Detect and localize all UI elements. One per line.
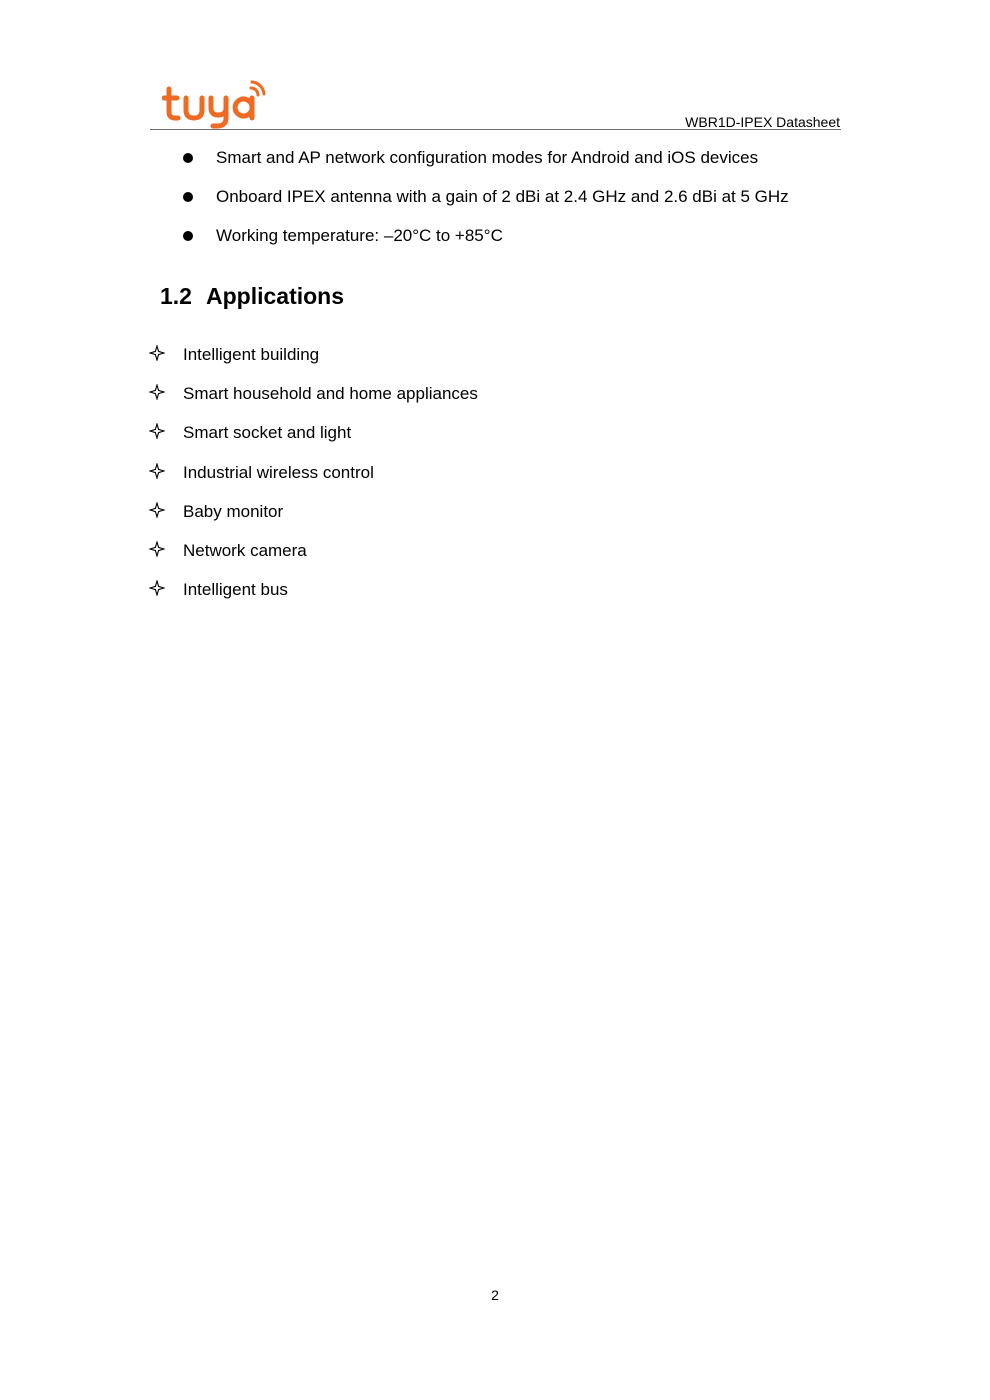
four-point-star-icon bbox=[149, 384, 165, 400]
four-point-star-icon bbox=[149, 423, 165, 439]
four-point-star-icon bbox=[149, 345, 165, 361]
application-text: Smart household and home appliances bbox=[183, 384, 478, 404]
feature-text: Smart and AP network configuration modes for Android and iOS devices bbox=[216, 148, 759, 167]
four-point-star-icon bbox=[149, 502, 165, 518]
tuya-logo bbox=[162, 78, 268, 130]
document-title: WBR1D-IPEX Datasheet bbox=[685, 114, 840, 130]
application-text: Network camera bbox=[183, 540, 307, 560]
application-text: Intelligent bus bbox=[183, 580, 288, 600]
application-text: Industrial wireless control bbox=[183, 462, 374, 482]
application-text: Baby monitor bbox=[183, 501, 284, 521]
application-text: Intelligent building bbox=[183, 345, 320, 364]
header-divider bbox=[150, 129, 841, 130]
four-point-star-icon bbox=[149, 541, 165, 557]
section-title: Applications bbox=[206, 283, 345, 309]
feature-text: Working temperature: –20°C to +85°C bbox=[216, 226, 503, 245]
four-point-star-icon bbox=[149, 580, 165, 596]
section-number: 1.2 bbox=[160, 283, 192, 309]
feature-text: Onboard IPEX antenna with a gain of 2 dBi at 2.4 GHz and 2.6 dBi at 5 GHz bbox=[216, 187, 789, 206]
bullet-icon bbox=[183, 192, 193, 202]
application-text: Smart socket and light bbox=[183, 423, 352, 443]
page-number: 2 bbox=[491, 1287, 499, 1303]
four-point-star-icon bbox=[149, 463, 165, 479]
bullet-icon bbox=[183, 153, 193, 163]
section-heading bbox=[160, 282, 344, 310]
bullet-icon bbox=[183, 231, 193, 241]
